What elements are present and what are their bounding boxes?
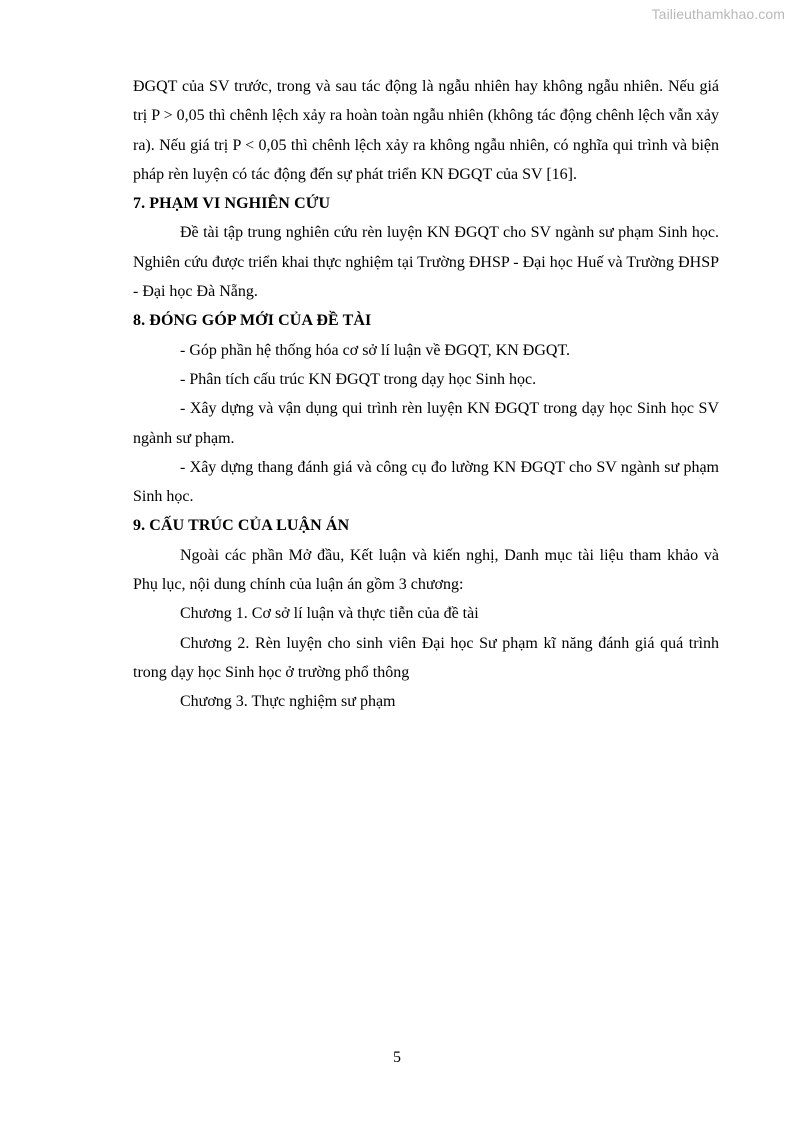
chapter-item: Chương 3. Thực nghiệm sư phạm [180, 693, 396, 711]
contribution-item: - Xây dựng thang đánh giá và công cụ đo lường KN ĐGQT cho SV ngành sư phạm Sinh học. [133, 458, 719, 506]
page-body [133, 72, 719, 717]
section-7-heading: 7. PHẠM VI NGHIÊN CỨU [133, 195, 331, 213]
chapter-item: Chương 1. Cơ sở lí luận và thực tiễn của đề tài [180, 605, 479, 623]
section-7-paragraph: Đề tài tập trung nghiên cứu rèn luyện KN ĐGQT cho SV ngành sư phạm Sinh học. Nghiên cứu được triển khai thực nghiệm tại Trường ĐHSP - Đại học Huế và Trường ĐHSP - Đại học Đà Nẵng. [133, 224, 719, 301]
contribution-item: - Phân tích cấu trúc KN ĐGQT trong dạy học Sinh học. [180, 370, 537, 388]
section-9-heading: 9. CẤU TRÚC CỦA LUẬN ÁN [133, 517, 350, 535]
page-number: 5 [393, 1049, 401, 1066]
chapter-item: Chương 2. Rèn luyện cho sinh viên Đại học Sư phạm kĩ năng đánh giá quá trình trong dạy học Sinh học ở trường phổ thông [133, 634, 719, 681]
intro-paragraph: ĐGQT của SV trước, trong và sau tác động là ngẫu nhiên hay không ngẫu nhiên. Nếu giá trị P > 0,05 thì chênh lệch xảy ra hoàn toàn ngẫu nhiên (không tác động chênh lệch vẫn xảy ra). Nếu giá trị P < 0,05 thì chênh lệch xảy ra không ngẫu nhiên, có nghĩa qui trình và biện pháp rèn luyện có tác động đến sự phát triển KN ĐGQT của SV [16]. [133, 78, 719, 183]
section-9-paragraph: Ngoài các phần Mở đầu, Kết luận và kiến nghị, Danh mục tài liệu tham khảo và Phụ lục, nội dung chính của luận án gồm 3 chương: [133, 546, 719, 594]
contribution-item: - Góp phần hệ thống hóa cơ sở lí luận về ĐGQT, KN ĐGQT. [180, 341, 571, 359]
contribution-item: - Xây dựng và vận dụng qui trình rèn luyện KN ĐGQT trong dạy học Sinh học SV ngành sư phạm. [133, 400, 719, 447]
watermark-text: Tailieuthamkhao.com [651, 6, 785, 22]
section-8-heading: 8. ĐÓNG GÓP MỚI CỦA ĐỀ TÀI [133, 312, 372, 330]
